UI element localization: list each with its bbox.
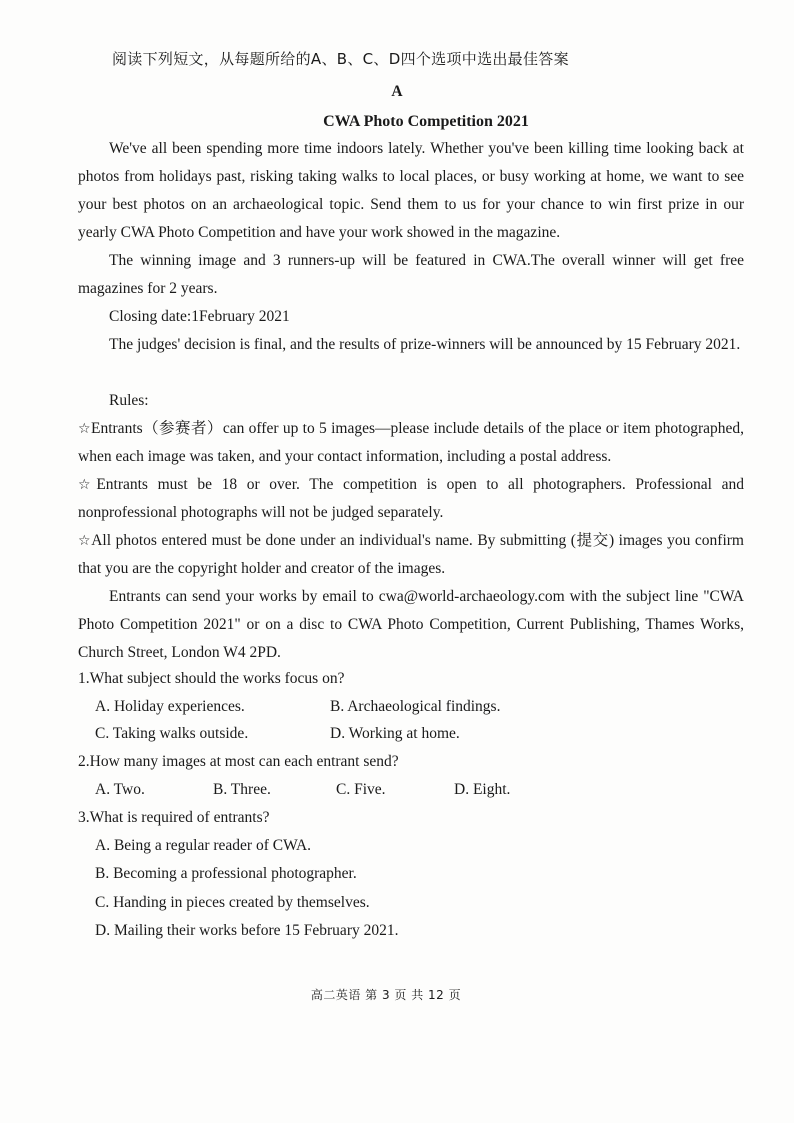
passage-title: CWA Photo Competition 2021 [323, 113, 529, 130]
question-2-stem: 2.How many images at most can each entrant send? [78, 753, 399, 770]
star-icon: ☆ [78, 533, 92, 549]
question-1-option-c: C. Taking walks outside. [95, 725, 249, 742]
section-letter: A [391, 83, 403, 100]
question-3-stem: 3.What is required of entrants? [78, 809, 270, 826]
rules-heading: Rules: [109, 392, 149, 409]
star-icon: ☆ [78, 421, 91, 437]
rule-3-text: All photos entered must be done under an individual's name. By submitting (提交) images you confirm that you are the copyright holder and creator of the images. [78, 532, 744, 577]
page-footer: 高二英语 第 3 页 共 12 页 [310, 988, 462, 1002]
rule-3 [78, 527, 744, 583]
question-2-option-b: B. Three. [213, 781, 271, 798]
question-2-option-d: D. Eight. [454, 781, 511, 798]
question-1-option-d: D. Working at home. [330, 725, 460, 742]
rule-2-text: Entrants must be 18 or over. The competition is open to all photographers. Professional and nonprofessional photographs will not be judged separately. [78, 476, 744, 521]
question-3-option-d: D. Mailing their works before 15 February 2021. [95, 922, 399, 939]
passage-paragraph-submission: Entrants can send your works by email to cwa@world-archaeology.com with the subject line "CWA Photo Competition 2021" or on a disc to CWA Photo Competition, Current Publishing, Thames Works, Church Street, London W4 2PD. [78, 588, 744, 661]
rule-2 [78, 471, 744, 527]
question-2-option-c: C. Five. [336, 781, 386, 798]
question-3-option-a: A. Being a regular reader of CWA. [95, 837, 312, 854]
passage-paragraph-2: The winning image and 3 runners-up will be featured in CWA.The overall winner will get free magazines for 2 years. [78, 252, 744, 297]
question-3-option-c: C. Handing in pieces created by themselves. [95, 894, 370, 911]
closing-date: Closing date:1February 2021 [109, 308, 290, 325]
passage-paragraph-1: We've all been spending more time indoors lately. Whether you've been killing time looking back at photos from holidays past, risking taking walks to local places, or busy working at home, we want to see your best photos on an archaeological topic. Send them to us for your chance to win first prize in our yearly CWA Photo Competition and have your work showed in the magazine. [78, 140, 744, 241]
question-2-option-a: A. Two. [95, 781, 145, 798]
question-1-option-a: A. Holiday experiences. [95, 698, 245, 715]
rule-1 [78, 415, 744, 471]
question-1-stem: 1.What subject should the works focus on? [78, 670, 345, 687]
passage-paragraph-judges: The judges' decision is final, and the results of prize-winners will be announced by 15 February 2021. [109, 336, 741, 353]
section-instructions: 阅读下列短文，从每题所给的A、B、C、D四个选项中选出最佳答案 [112, 50, 569, 68]
question-3-option-b: B. Becoming a professional photographer. [95, 865, 357, 882]
star-icon: ☆ [78, 477, 97, 493]
question-1-option-b: B. Archaeological findings. [330, 698, 501, 715]
rule-1-text: Entrants（参赛者）can offer up to 5 images—please include details of the place or item photographed, when each image was taken, and your contact information, including a postal address. [78, 420, 744, 465]
